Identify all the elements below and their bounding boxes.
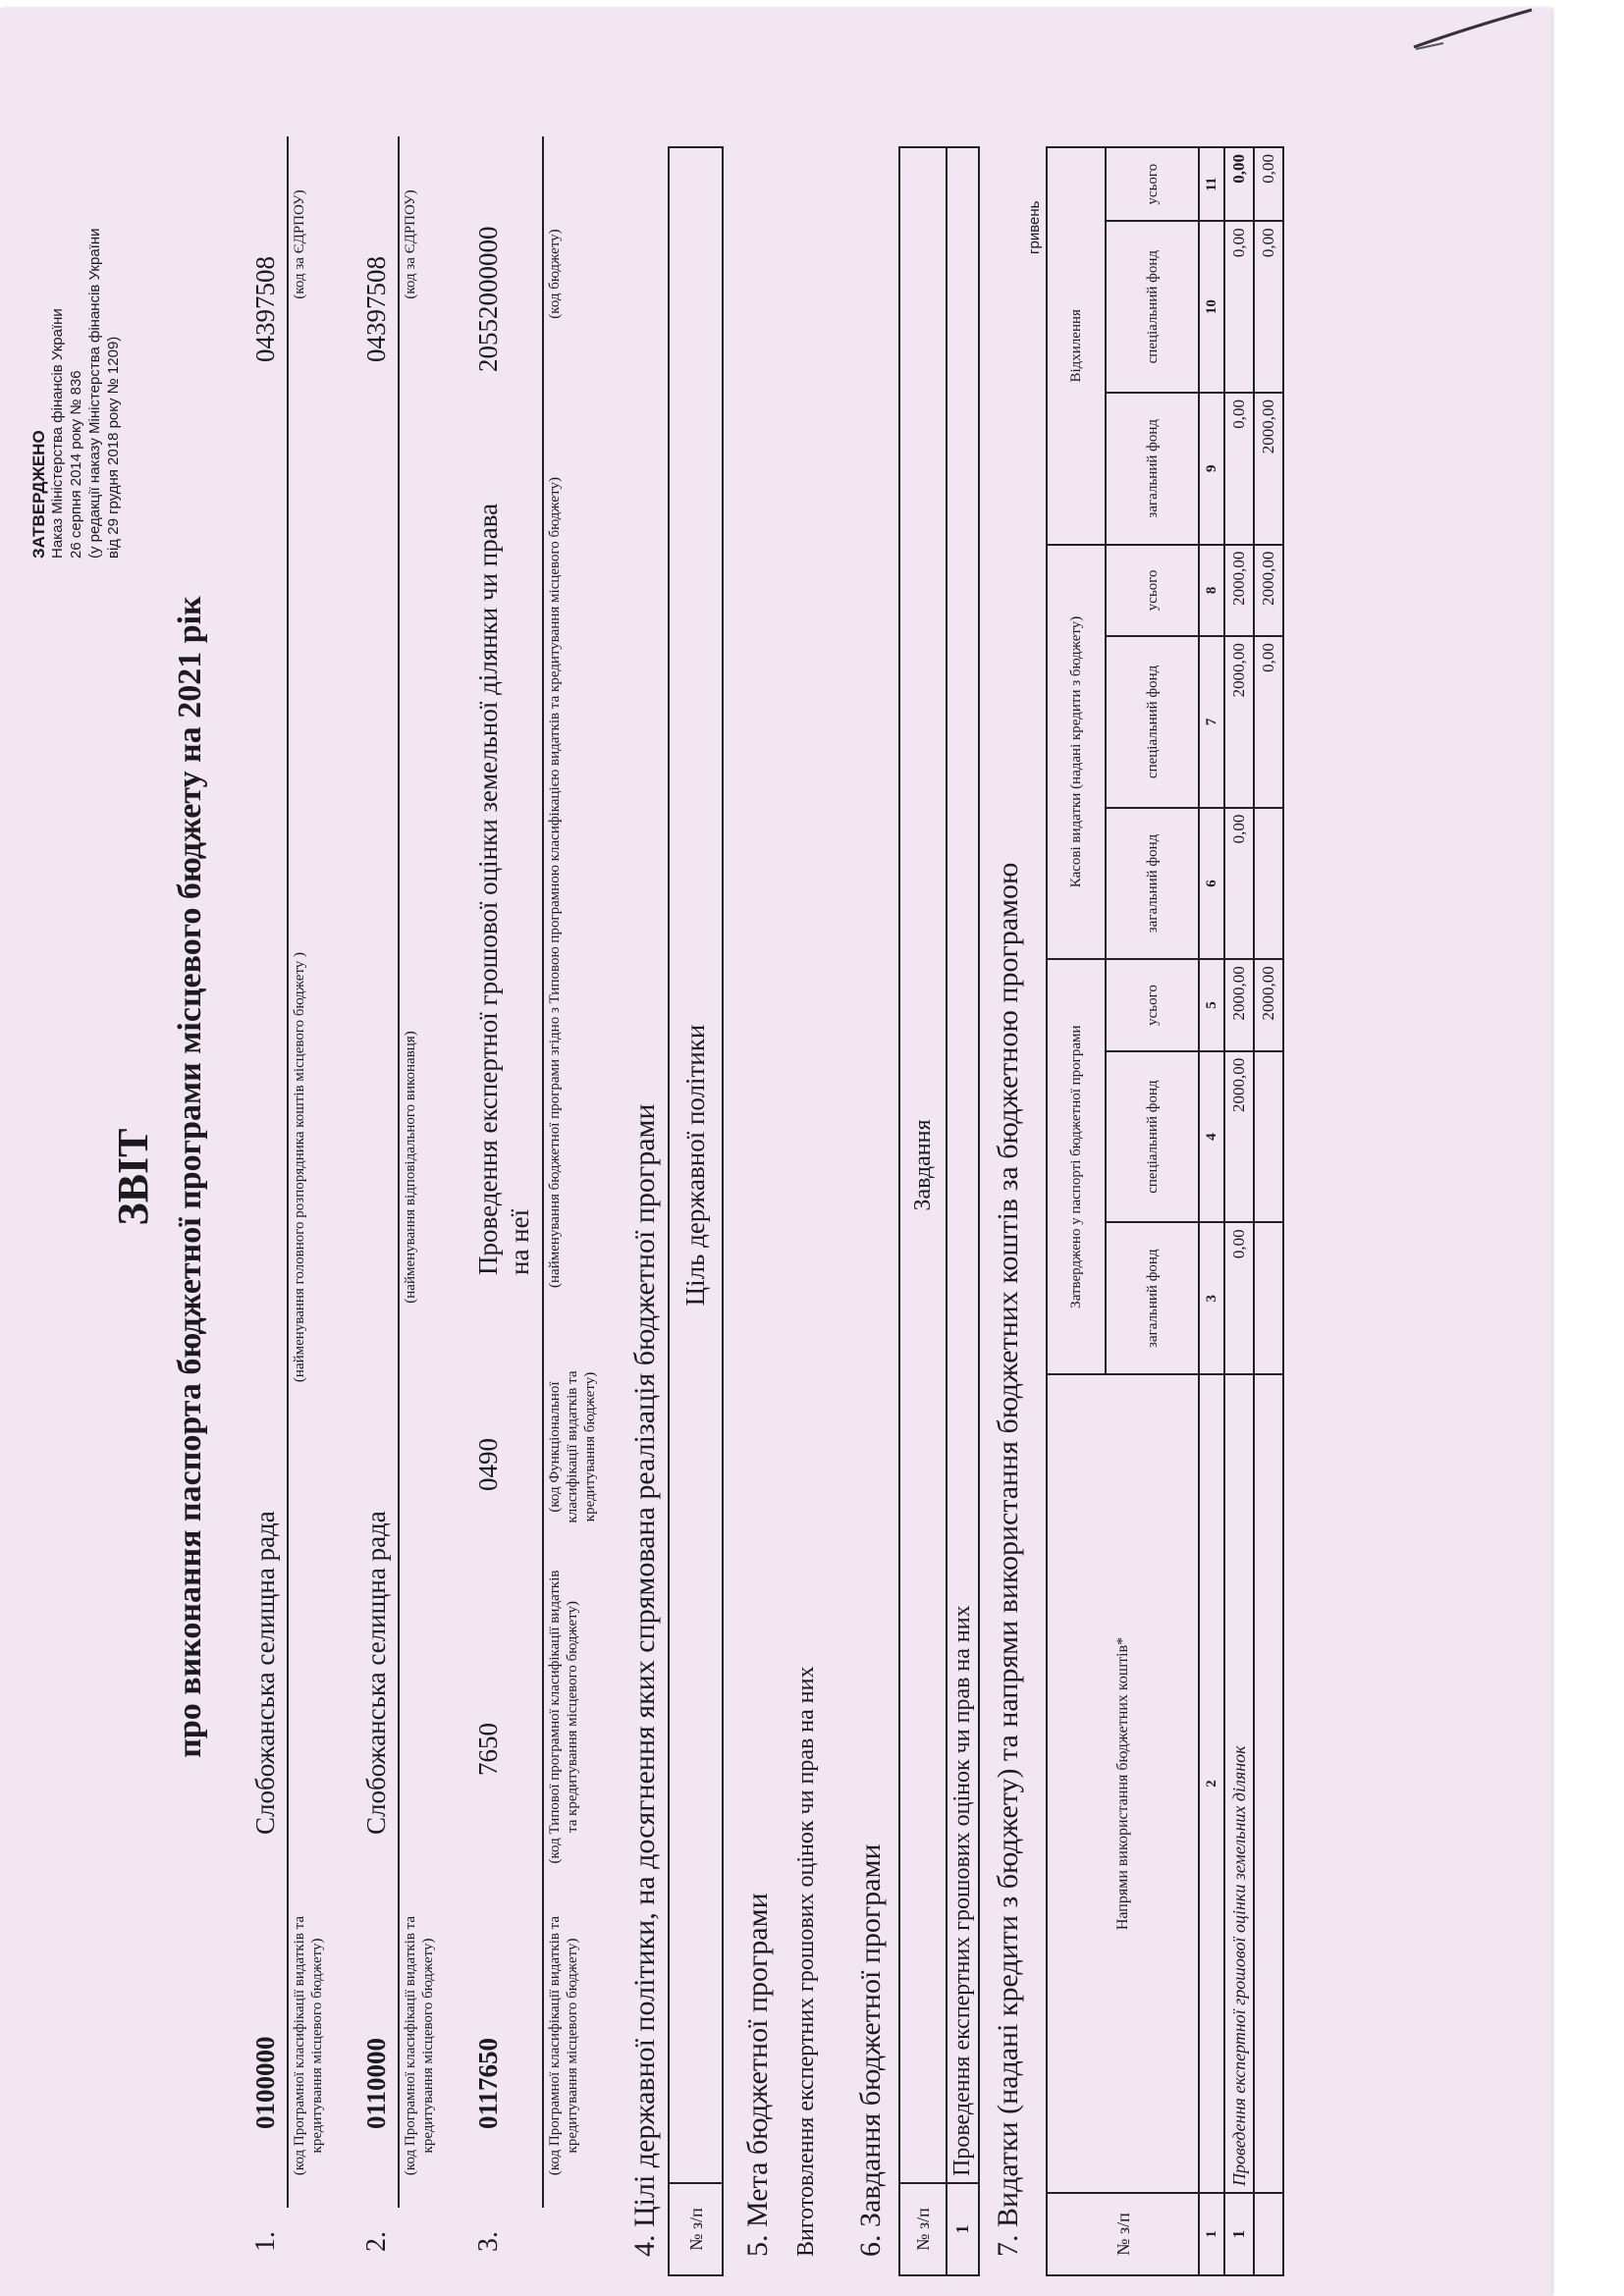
row1-code-caption: (код Програмної класифікації видатків та кредитування місцевого бюджету) bbox=[292, 1915, 325, 2176]
cash-general-header: загальний фонд bbox=[1106, 808, 1199, 960]
row3-name-caption: (найменування бюджетної програми згідно з Типовою програмною класифікацією видатків та кредитування місцевого бюджету) bbox=[547, 477, 563, 1288]
approved-total-header: усього bbox=[1106, 959, 1199, 1050]
section4-col-no: № з/п bbox=[669, 2183, 723, 2275]
dev-total-value: 0,00 bbox=[1224, 147, 1254, 221]
row1-name-caption: (найменування головного розпорядника коштів місцевого бюджету ) bbox=[292, 951, 307, 1383]
approved-special-header: спеціальний фонд bbox=[1106, 1051, 1199, 1223]
column-number-row bbox=[1199, 147, 1224, 2275]
colnum-cell: 2 bbox=[1199, 1374, 1224, 2193]
row3-number: 3. bbox=[473, 2231, 504, 2252]
partial-row-direction bbox=[1254, 1374, 1283, 2193]
approved-general-header: загальний фонд bbox=[1106, 1222, 1199, 1374]
report-title: ЗВІТ bbox=[109, 1128, 157, 1226]
report-subtitle: про виконання паспорта бюджетної програми місцевого бюджету на 2021 рік bbox=[172, 596, 208, 1758]
partial-dev-general: 2000,00 bbox=[1254, 393, 1283, 545]
section5-text: Виготовлення експертних грошових оцінок чи прав на них bbox=[793, 1666, 819, 2257]
dev-special-header: спеціальний фонд bbox=[1106, 221, 1199, 393]
cash-general-value: 0,00 bbox=[1224, 808, 1254, 960]
partial-approved-general bbox=[1254, 1222, 1283, 1374]
approved-general-value: 0,00 bbox=[1224, 1222, 1254, 1374]
colnum-cell: 10 bbox=[1199, 221, 1224, 393]
cash-total-value: 2000,00 bbox=[1224, 545, 1254, 636]
colnum-cell: 6 bbox=[1199, 808, 1224, 960]
section6-title: 6. Завдання бюджетної програми bbox=[854, 1843, 887, 2257]
section7-group-deviation: Відхилення bbox=[1047, 147, 1106, 545]
section6-row-no: 1 bbox=[947, 2183, 979, 2275]
row3-budget-caption: (код бюджету) bbox=[547, 229, 563, 319]
cash-special-value: 2000,00 bbox=[1224, 636, 1254, 808]
row3-code-caption: (код Програмної класифікації видатків та кредитування місцевого бюджету) bbox=[547, 1915, 580, 2176]
row2-code: 0110000 bbox=[361, 2037, 391, 2129]
section7-col-no: № з/п bbox=[1047, 2193, 1199, 2275]
table-row-partial bbox=[1254, 147, 1283, 2275]
partial-cash-general bbox=[1254, 808, 1283, 960]
approved-total-value: 2000,00 bbox=[1224, 959, 1254, 1050]
row2-edrpou-caption: (код за ЄДРПОУ) bbox=[403, 189, 418, 299]
dev-general-value: 0,00 bbox=[1224, 393, 1254, 545]
colnum-cell: 11 bbox=[1199, 147, 1224, 221]
row1-edrpou-caption: (код за ЄДРПОУ) bbox=[292, 189, 307, 299]
row3-program-name-cont: на неї bbox=[505, 1208, 534, 1275]
row3-tpkvk-caption: (код Типової програмної класифікації видатків та кредитування місцевого бюджету) bbox=[547, 1570, 580, 1864]
row2-name: Слобожанська селищна рада bbox=[361, 1511, 391, 1835]
row2-name-caption: (найменування відповідального виконавця) bbox=[403, 1031, 418, 1304]
section7-group-approved: Затверджено у паспорті бюджетної програми bbox=[1047, 959, 1106, 1374]
section4-title: 4. Цілі державної політики, на досягнення яких спрямована реалізація бюджетної програми bbox=[628, 1103, 661, 2257]
row2-underline bbox=[398, 136, 400, 2208]
row1-underline bbox=[287, 136, 289, 2208]
row3-underline bbox=[542, 136, 544, 2208]
approval-line: (у редакції наказу Міністерства фінансів України bbox=[86, 228, 103, 559]
colnum-cell: 5 bbox=[1199, 959, 1224, 1050]
approval-line: 26 серпня 2014 року № 836 bbox=[68, 370, 84, 559]
colnum-cell: 8 bbox=[1199, 545, 1224, 636]
row-direction: Проведення експертної грошової оцінки земельних ділянок bbox=[1224, 1374, 1254, 2193]
colnum-cell: 1 bbox=[1199, 2193, 1224, 2275]
row3-fkvk: 0490 bbox=[473, 1438, 503, 1491]
approval-line: від 29 грудня 2018 року № 1209) bbox=[105, 336, 122, 559]
dev-special-value: 0,00 bbox=[1224, 221, 1254, 393]
row2-edrpou: 04397508 bbox=[361, 256, 391, 362]
colnum-cell: 7 bbox=[1199, 636, 1224, 808]
section7-col-direction: Напрями використання бюджетних коштів* bbox=[1047, 1374, 1199, 2193]
row1-code: 0100000 bbox=[250, 2036, 280, 2129]
cash-special-header: спеціальний фонд bbox=[1106, 636, 1199, 808]
section6-row-task: Проведення експертних грошових оцінок чи прав на них bbox=[947, 147, 979, 2183]
table-row bbox=[1224, 147, 1254, 2275]
partial-cash-total: 2000,00 bbox=[1254, 545, 1283, 636]
partial-dev-total: 0,00 bbox=[1254, 147, 1283, 221]
section4-col-goal: Ціль державної політики bbox=[669, 147, 723, 2183]
row1-name: Слобожанська селищна рада bbox=[250, 1511, 280, 1835]
cash-total-header: усього bbox=[1106, 545, 1199, 636]
colnum-cell: 4 bbox=[1199, 1051, 1224, 1223]
partial-approved-total: 2000,00 bbox=[1254, 959, 1283, 1050]
approval-heading: ЗАТВЕРДЖЕНО bbox=[29, 430, 48, 559]
section7-unit: гривень bbox=[1026, 200, 1043, 254]
partial-dev-special: 0,00 bbox=[1254, 221, 1283, 393]
section6-col-no: № з/п bbox=[899, 2183, 947, 2275]
colnum-cell: 9 bbox=[1199, 393, 1224, 545]
partial-cash-special: 0,00 bbox=[1254, 636, 1283, 808]
section6-table bbox=[898, 146, 980, 2276]
row3-fkvk-caption: (код Функціональної класифікації видатків та кредитування бюджету) bbox=[547, 1370, 598, 1523]
row3-code: 0117650 bbox=[473, 2037, 503, 2129]
row3-program-name: Проведення експертної грошової оцінки земельної ділянки чи права bbox=[473, 503, 503, 1275]
section6-col-task: Завдання bbox=[899, 147, 947, 2183]
dev-total-header: усього bbox=[1106, 147, 1199, 221]
section7-title: 7. Видатки (надані кредити з бюджету) та напрями використання бюджетних коштів за бюджетною програмою bbox=[992, 862, 1024, 2257]
approval-line: Наказ Міністерства фінансів України bbox=[49, 308, 66, 559]
row-no: 1 bbox=[1224, 2193, 1254, 2275]
row3-tpkvk: 7650 bbox=[473, 1723, 503, 1776]
approved-special-value: 2000,00 bbox=[1224, 1051, 1254, 1223]
row3-budget-code: 20552000000 bbox=[473, 226, 503, 372]
section4-table bbox=[668, 146, 724, 2276]
row1-edrpou: 04397508 bbox=[250, 256, 280, 362]
table-row bbox=[947, 147, 979, 2275]
partial-row-no bbox=[1254, 2193, 1283, 2275]
dev-general-header: загальний фонд bbox=[1106, 393, 1199, 545]
section7-table bbox=[1046, 146, 1284, 2276]
report-page bbox=[0, 58, 1522, 2296]
section5-title: 5. Мета бюджетної програми bbox=[741, 1893, 774, 2257]
row2-number: 2. bbox=[361, 2231, 392, 2252]
row2-code-caption: (код Програмної класифікації видатків та кредитування місцевого бюджету) bbox=[403, 1915, 436, 2176]
partial-approved-special bbox=[1254, 1051, 1283, 1223]
row1-number: 1. bbox=[250, 2231, 281, 2252]
colnum-cell: 3 bbox=[1199, 1222, 1224, 1374]
section7-group-cash: Касові видатки (надані кредити з бюджету) bbox=[1047, 545, 1106, 960]
